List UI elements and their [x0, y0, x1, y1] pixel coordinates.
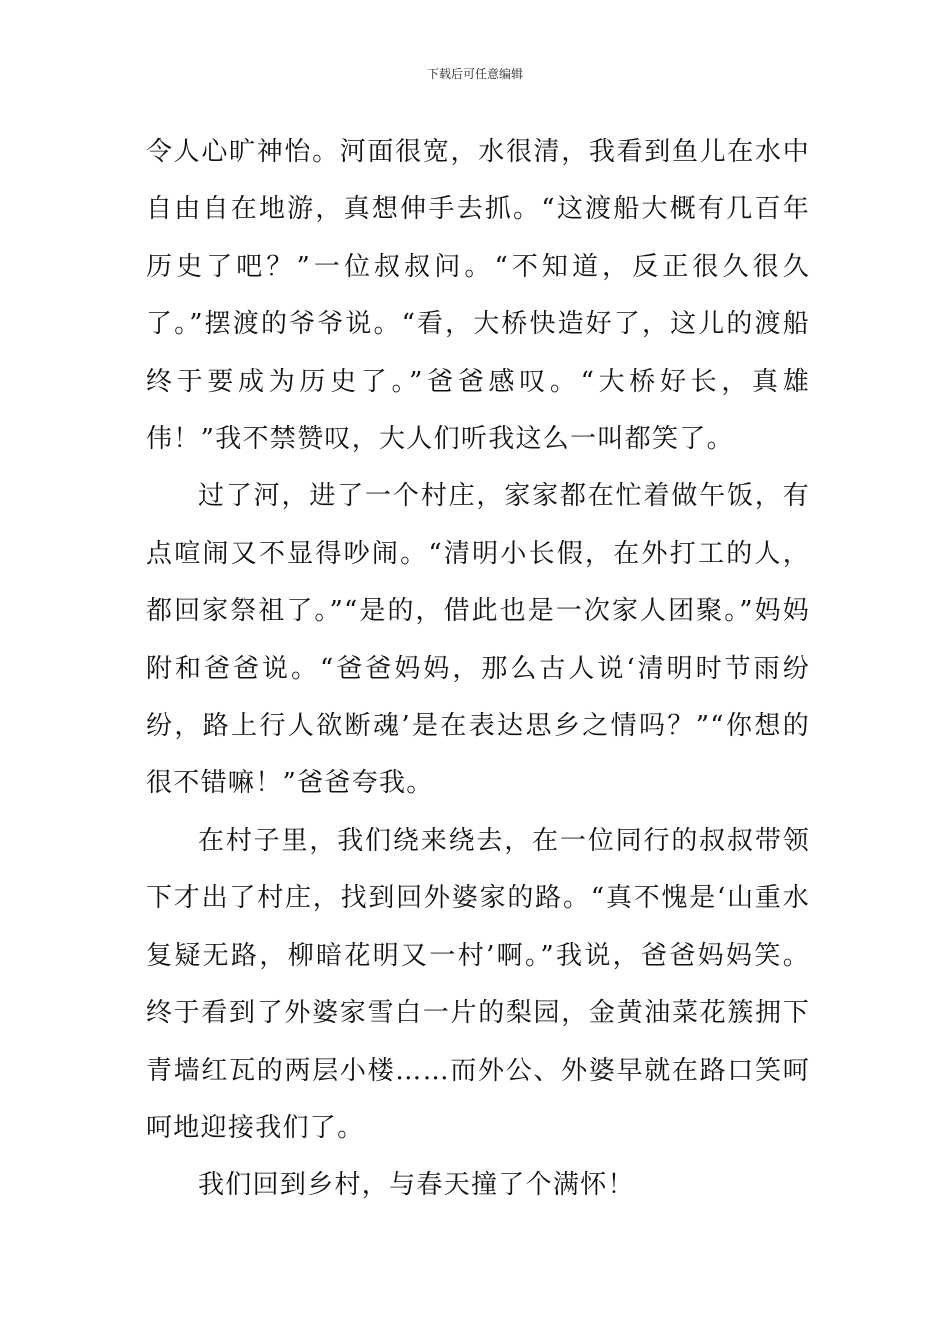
paragraph-2: 过了河，进了一个村庄，家家都在忙着做午饭，有点喧闹又不显得吵闹。“清明小长假，在外打工的人，都回家祭祖了。”“是的，借此也是一次家人团聚。”妈妈附和爸爸说。“爸爸妈妈，那么古人说‘清明时节雨纷纷，路上行人欲断魂’是在表达思乡之情吗？”“你想的很不错嘛！”爸爸夸我。 [146, 481, 810, 799]
paragraph-1: 令人心旷神怡。河面很宽，水很清，我看到鱼儿在水中自由自在地游，真想伸手去抓。“这渡船大概有几百年历史了吧？”一位叔叔问。“不知道，反正很久很久了。”摆渡的爷爷说。“看，大桥快造好了，这儿的渡船终于要成为历史了。”爸爸感叹。“大桥好长，真雄伟！”我不禁赞叹，大人们听我这么一叫都笑了。 [146, 137, 810, 455]
document-body [146, 124, 810, 1215]
paragraph-4: 我们回到乡村，与春天撞了个满怀！ [198, 1170, 635, 1201]
page-header: 下载后可任意编辑 [426, 67, 523, 81]
paragraph-3: 在村子里，我们绕来绕去，在一位同行的叔叔带领下才出了村庄，找到回外婆家的路。“真不愧是‘山重水复疑无路，柳暗花明又一村’啊。”我说，爸爸妈妈笑。终于看到了外婆家雪白一片的梨园，金黄油菜花簇拥下青墙红瓦的两层小楼……而外公、外婆早就在路口笑呵呵地迎接我们了。 [146, 825, 810, 1143]
